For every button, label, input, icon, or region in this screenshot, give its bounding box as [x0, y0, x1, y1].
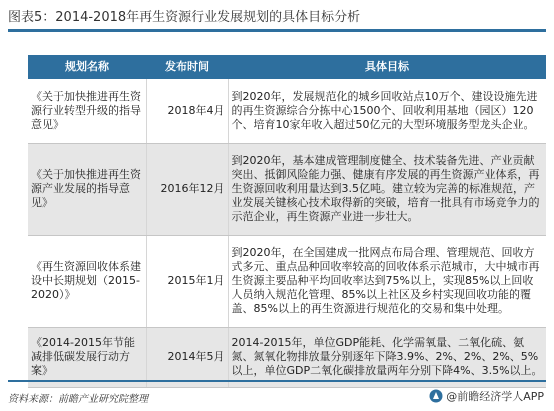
source-note: 资料来源：前瞻产业研究院整理 — [8, 394, 148, 405]
goal-cell: 到2020年，基本建成管理制度健全、技术装备先进、产业贡献突出、抵御风险能力强、健康有序发展的再生资源产业体系，再生资源回收利用量达到3.5亿吨。建立较为完善的标准规范，产业发展关键核心技术取得新的突破，培育一批具有市场竞争力的示范企业，再生资源产业进一步壮大。 — [228, 143, 546, 235]
header-release-date: 发布时间 — [146, 55, 228, 79]
plan-table — [28, 55, 546, 388]
brand-logo-icon — [429, 389, 443, 403]
plan-name-cell: 《关于加快推进再生资源产业发展的指导意见》 — [28, 143, 146, 235]
header-plan-name: 规划名称 — [28, 55, 146, 79]
title-divider — [8, 29, 546, 32]
footer-divider — [8, 380, 546, 382]
footer — [0, 380, 554, 411]
plan-name-cell: 《关于加快推进再生资源行业转型升级的指导意见》 — [28, 79, 146, 143]
figure-title: 图表5：2014-2018年再生资源行业发展规划的具体目标分析 — [8, 10, 361, 25]
release-date-cell: 2018年4月 — [146, 79, 228, 143]
brand-text: @前瞻经济学人APP — [446, 390, 544, 403]
brand-mark — [429, 388, 544, 404]
goal-cell: 2014-2015年，单位GDP能耗、化学需氧量、二氧化硫、氨氮、氮氧化物排放量分别逐年下降3.9%、2%、2%、2%、5%以上，单位GDP二氧化碳排放量两年分别下降4%、3.5%以上。 — [228, 327, 546, 387]
goal-cell: 到2020年，发展规范化的城乡回收站点10万个、建设设施先进的再生资源综合分拣中心1500个、回收利用基地（园区）120个、培育10家年收入超过50亿元的大型环境服务型龙头企业。 — [228, 79, 546, 143]
table-row — [28, 79, 546, 143]
release-date-cell: 2014年5月 — [146, 327, 228, 387]
plan-name-cell: 《再生资源回收体系建设中长期规划（2015-2020）》 — [28, 235, 146, 327]
header-specific-goal: 具体目标 — [228, 55, 546, 79]
goal-cell: 到2020年，在全国建成一批网点布局合理、管理规范、回收方式多元、重点品种回收率较高的回收体系示范城市，大中城市再生资源主要品种平均回收率达到75%以上，实现85%以上回收人员纳入规范化管理、85%以上社区及乡村实现回收功能的覆盖、85%以上的再生资源进行规范化的交易和集中处理。 — [228, 235, 546, 327]
plan-name-cell: 《2014-2015年节能减排低碳发展行动方案》 — [28, 327, 146, 387]
table-row — [28, 143, 546, 235]
release-date-cell: 2016年12月 — [146, 143, 228, 235]
table-row — [28, 327, 546, 387]
release-date-cell: 2015年1月 — [146, 235, 228, 327]
table-header-row — [28, 55, 546, 79]
table-row — [28, 235, 546, 327]
